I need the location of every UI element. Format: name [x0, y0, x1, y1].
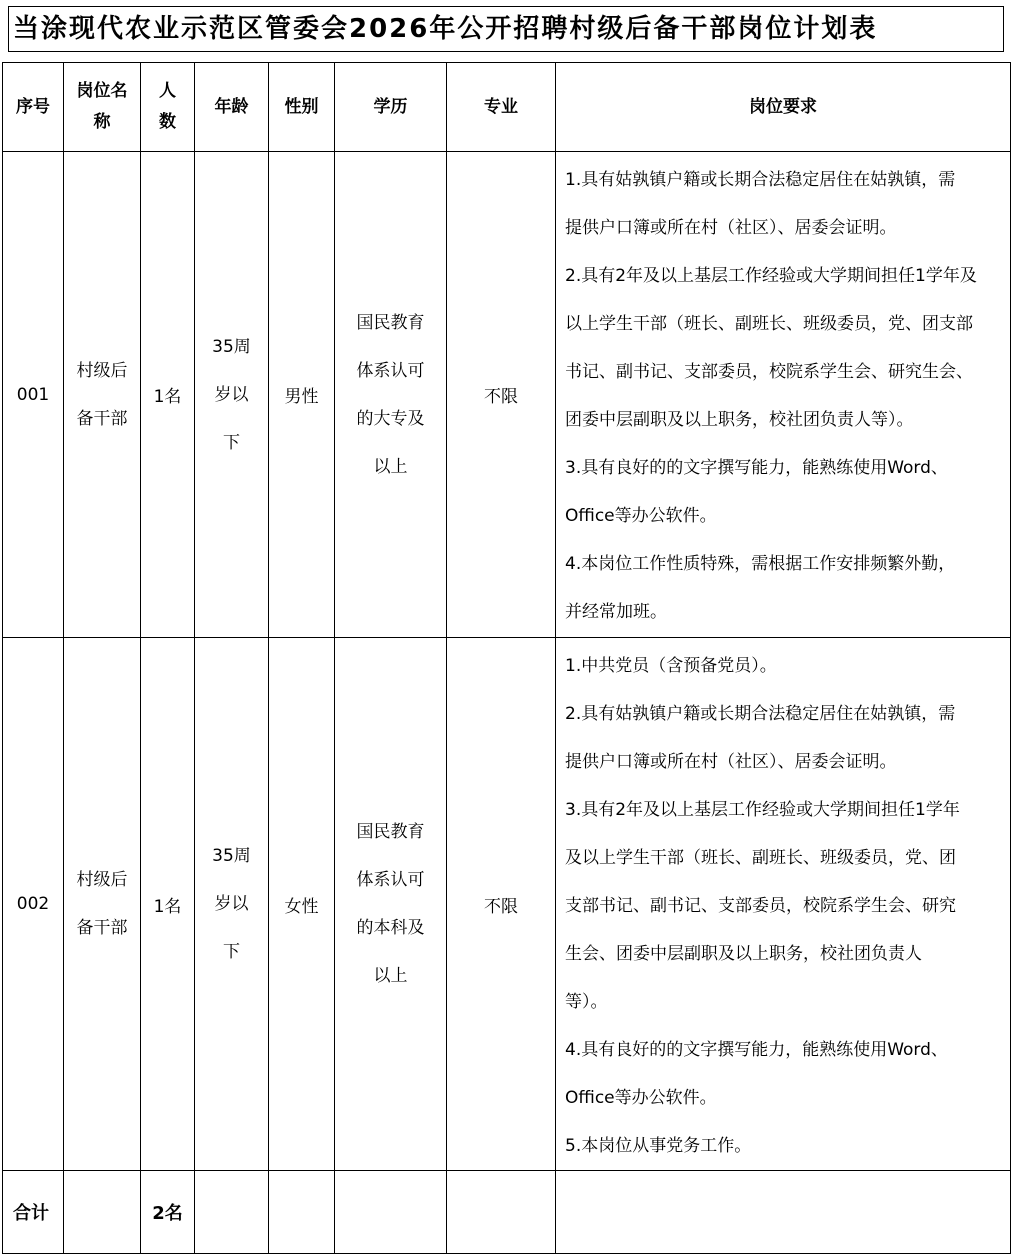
header-major: 专业: [447, 63, 556, 152]
cell-seq: 002: [3, 638, 64, 1171]
cell-post-name: 村级后 备干部: [64, 638, 141, 1171]
cell-post-name: 村级后 备干部: [64, 152, 141, 638]
recruitment-plan-table: [2, 62, 1011, 1254]
header-post-name: 岗位名 称: [64, 63, 141, 152]
cell-count: 1名: [141, 638, 195, 1171]
cell-major: 不限: [447, 638, 556, 1171]
header-age: 年龄: [195, 63, 269, 152]
cell-requirements: 1.中共党员（含预备党员）。 2.具有姑孰镇户籍或长期合法稳定居住在姑孰镇，需 提供户口簿或所在村（社区）、居委会证明。 3.具有2年及以上基层工作经验或大学期间担任1学年 及以上学生干部（班长、副班长、班级委员，党、团 支部书记、副书记、支部委员，校院系学生会、研究 生会、团委中层副职及以上职务，校社团负责人 等）。 4.具有良好的的文字撰写能力，能熟练使用Word、 Office等办公软件。 5.本岗位从事党务工作。: [556, 638, 1011, 1171]
total-row: [3, 1171, 1011, 1254]
cell-gender: 女性: [269, 638, 335, 1171]
total-empty-cell: [335, 1171, 447, 1254]
total-empty-cell: [447, 1171, 556, 1254]
total-label: 合计: [3, 1171, 64, 1254]
cell-age: 35周 岁以 下: [195, 638, 269, 1171]
cell-seq: 001: [3, 152, 64, 638]
total-count: 2名: [141, 1171, 195, 1254]
cell-education: 国民教育 体系认可 的本科及 以上: [335, 638, 447, 1171]
cell-major: 不限: [447, 152, 556, 638]
total-empty-cell: [556, 1171, 1011, 1254]
table-row: [3, 638, 1011, 1171]
total-empty-cell: [64, 1171, 141, 1254]
header-gender: 性别: [269, 63, 335, 152]
header-education: 学历: [335, 63, 447, 152]
table-header-row: [3, 63, 1011, 152]
total-empty-cell: [195, 1171, 269, 1254]
cell-count: 1名: [141, 152, 195, 638]
page-title: 当涂现代农业示范区管委会2026年公开招聘村级后备干部岗位计划表: [8, 6, 1004, 52]
cell-gender: 男性: [269, 152, 335, 638]
table-row: [3, 152, 1011, 638]
header-seq: 序号: [3, 63, 64, 152]
cell-education: 国民教育 体系认可 的大专及 以上: [335, 152, 447, 638]
cell-age: 35周 岁以 下: [195, 152, 269, 638]
cell-requirements: 1.具有姑孰镇户籍或长期合法稳定居住在姑孰镇，需 提供户口簿或所在村（社区）、居委会证明。 2.具有2年及以上基层工作经验或大学期间担任1学年及 以上学生干部（班长、副班长、班级委员，党、团支部 书记、副书记、支部委员，校院系学生会、研究生会、 团委中层副职及以上职务，校社团负责人等）。 3.具有良好的的文字撰写能力，能熟练使用Word、 Office等办公软件。 4.本岗位工作性质特殊，需根据工作安排频繁外勤， 并经常加班。: [556, 152, 1011, 638]
header-count: 人 数: [141, 63, 195, 152]
header-requirements: 岗位要求: [556, 63, 1011, 152]
total-empty-cell: [269, 1171, 335, 1254]
